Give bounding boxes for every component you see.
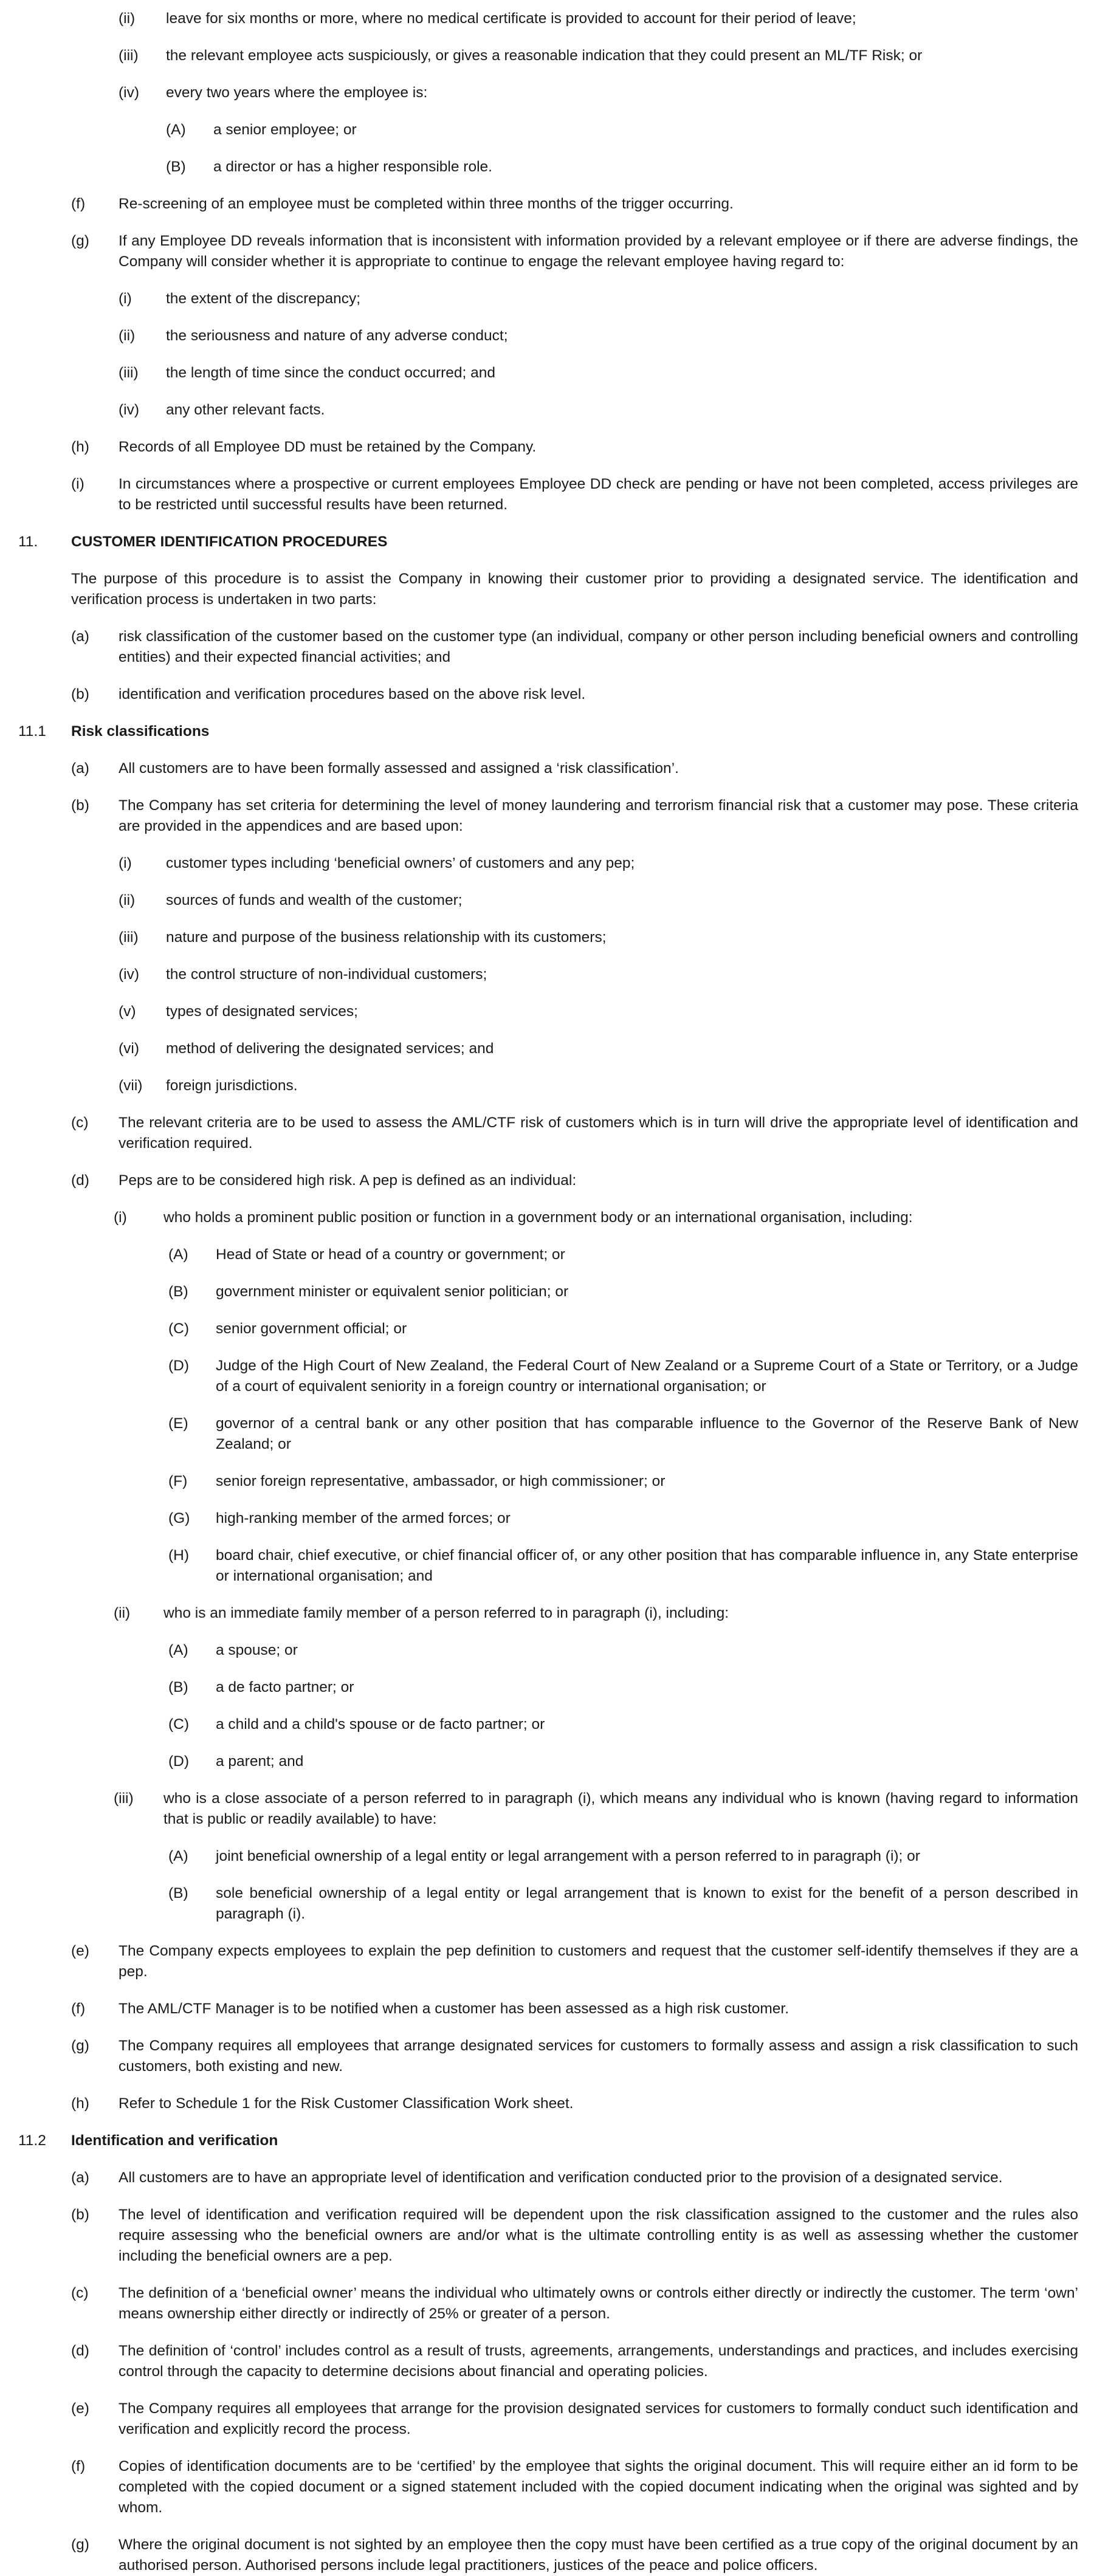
clause-label: (i) (114, 1209, 127, 1226)
clause-item (18, 1413, 1078, 1455)
clause-text: leave for six months or more, where no medical certificate is provided to account for their period of leave; (166, 10, 856, 27)
clause-label: (a) (71, 628, 89, 645)
clause-item (18, 1207, 1078, 1228)
clause-text: joint beneficial ownership of a legal entity or legal arrangement with a person referred to in paragraph (i); or (216, 1848, 920, 1864)
clause-item (18, 326, 1078, 346)
clause-text: senior government official; or (216, 1321, 407, 1337)
clause-item (18, 1508, 1078, 1529)
clause-label: (b) (71, 686, 89, 702)
clause-item (18, 964, 1078, 985)
clause-label: (A) (168, 1848, 188, 1864)
clause-text: a child and a child's spouse or de facto partner; or (216, 1716, 545, 1733)
clause-text: board chair, chief executive, or chief financial officer of, or any other position that has comparable influence in, any State enterprise or international organisation; and (216, 1547, 1078, 1584)
clause-text: The Company expects employees to explain the pep definition to customers and request that the customer self-identify themselves if they are a pep. (119, 1943, 1078, 1980)
clause-text: Head of State or head of a country or government; or (216, 1246, 565, 1263)
clause-text: any other relevant facts. (166, 402, 325, 418)
clause-label: (b) (71, 2207, 89, 2223)
clause-text: customer types including ‘beneficial owners’ of customers and any pep; (166, 855, 635, 871)
clause-label: (H) (168, 1547, 190, 1564)
clause-text: method of delivering the designated services; and (166, 1040, 494, 1057)
clause-text: Risk classifications (71, 723, 210, 740)
clause-item (18, 2341, 1078, 2382)
clause-label: (B) (168, 1885, 188, 1901)
clause-text: a de facto partner; or (216, 1679, 354, 1695)
clause-item (18, 437, 1078, 458)
clause-item (18, 1714, 1078, 1735)
clause-item (18, 795, 1078, 837)
clause-text: high-ranking member of the armed forces; or (216, 1510, 511, 1527)
clause-label: (iii) (119, 929, 139, 946)
clause-item (18, 1113, 1078, 1154)
clause-text: The AML/CTF Manager is to be notified when a customer has been assessed as a high risk customer. (119, 2001, 790, 2017)
clause-label: (ii) (119, 10, 136, 27)
clause-text: Records of all Employee DD must be retained by the Company. (119, 439, 537, 455)
clause-item (18, 890, 1078, 911)
clause-item (18, 758, 1078, 779)
clause-text: a parent; and (216, 1753, 304, 1770)
clause-text: Peps are to be considered high risk. A pep is defined as an individual: (119, 1172, 577, 1189)
clause-label: (ii) (114, 1605, 131, 1621)
clause-label: (g) (71, 2537, 89, 2553)
clause-label: (E) (168, 1415, 188, 1432)
clause-label: (vi) (119, 1040, 140, 1057)
clause-item (18, 83, 1078, 103)
clause-item (18, 1282, 1078, 1302)
clause-label: (h) (71, 2095, 89, 2112)
clause-item (18, 1545, 1078, 1587)
clause-label: (i) (119, 855, 132, 871)
clause-text: sole beneficial ownership of a legal entity or legal arrangement that is known to exist for the benefit of a person described in paragraph (i). (216, 1885, 1078, 1922)
clause-label: (f) (71, 196, 86, 212)
clause-item (18, 627, 1078, 668)
clause-text: The definition of a ‘beneficial owner’ means the individual who ultimately owns or controls either directly or indirectly the customer. The term ‘own’ means ownership either directly or indirectly of 25% or greater of a person. (119, 2285, 1078, 2322)
clause-item (18, 1941, 1078, 1982)
clause-label: (f) (71, 2458, 86, 2475)
clause-text: The Company requires all employees that arrange designated services for customers to formally assess and assign a risk classification to such customers, both existing and new. (119, 2038, 1078, 2075)
clause-label: 11.2 (18, 2132, 46, 2149)
clause-item (18, 853, 1078, 874)
clause-text: risk classification of the customer based on the customer type (an individual, company or other person including beneficial owners and controlling entities) and their expected financial activities; and (119, 628, 1078, 665)
clause-label: (C) (168, 1321, 190, 1337)
clause-label: (ii) (119, 328, 136, 344)
clause-item (18, 1319, 1078, 1339)
clause-item (18, 46, 1078, 66)
clause-item (18, 2456, 1078, 2518)
section-heading (18, 721, 1078, 742)
clause-label: (C) (168, 1716, 190, 1733)
clause-label: (d) (71, 1172, 89, 1189)
clause-label: (b) (71, 797, 89, 814)
clause-label: (vii) (119, 1077, 143, 1094)
clause-item (18, 474, 1078, 515)
clause-label: (e) (71, 2400, 89, 2417)
clause-text: the seriousness and nature of any adverse conduct; (166, 328, 508, 344)
clause-item (18, 289, 1078, 309)
clause-label: (A) (168, 1642, 188, 1658)
body-paragraph (18, 569, 1078, 610)
clause-item (18, 9, 1078, 29)
clause-item (18, 1001, 1078, 1022)
clause-item (18, 1245, 1078, 1265)
clause-item (18, 927, 1078, 948)
clause-label: (f) (71, 2001, 86, 2017)
clause-item (18, 157, 1078, 177)
clause-item (18, 1883, 1078, 1925)
clause-text: The level of identification and verification required will be dependent upon the risk classification assigned to the customer and the rules also require assessing who the beneficial owners are and/or what is the ultimate controlling entity is as well as assessing whether the customer including the beneficial owners are a pep. (119, 2207, 1078, 2264)
clause-label: (B) (168, 1679, 188, 1695)
clause-label: (v) (119, 1003, 136, 1020)
clause-text: who is a close associate of a person referred to in paragraph (i), which means any individual who is known (having regard to information that is public or readily available) to have: (163, 1790, 1078, 1827)
clause-text: The Company has set criteria for determining the level of money laundering and terrorism financial risk that a customer may pose. These criteria are provided in the appendices and are based upon: (119, 797, 1078, 834)
clause-text: a director or has a higher responsible role. (213, 159, 492, 175)
clause-label: (g) (71, 2038, 89, 2054)
clause-item (18, 2205, 1078, 2267)
clause-text: Re-screening of an employee must be completed within three months of the trigger occurring. (119, 196, 734, 212)
clause-item (18, 2283, 1078, 2324)
clause-item (18, 1356, 1078, 1397)
clause-text: a spouse; or (216, 1642, 298, 1658)
clause-label: (a) (71, 760, 89, 777)
clause-item (18, 1170, 1078, 1191)
clause-text: every two years where the employee is: (166, 84, 428, 101)
clause-item (18, 1640, 1078, 1661)
section-heading (18, 2131, 1078, 2151)
clause-item (18, 1788, 1078, 1830)
section-heading (18, 532, 1078, 552)
clause-text: All customers are to have an appropriate level of identification and verification conducted prior to the provision of a designated service. (119, 2169, 1003, 2186)
clause-label: (F) (168, 1473, 188, 1489)
clause-label: (A) (168, 1246, 188, 1263)
clause-text: In circumstances where a prospective or current employees Employee DD check are pending or have not been completed, access privileges are to be restricted until successful results have been returned. (119, 476, 1078, 513)
clause-text: Where the original document is not sighted by an employee then the copy must have been certified as a true copy of the original document by an authorised person. Authorised persons include legal practitioners, justices of the peace and police officers. (119, 2537, 1078, 2574)
clause-item (18, 2399, 1078, 2440)
clause-text: government minister or equivalent senior politician; or (216, 1283, 569, 1300)
clause-label: (B) (166, 159, 186, 175)
clause-item (18, 2036, 1078, 2077)
clause-item (18, 1603, 1078, 1624)
clause-item (18, 1677, 1078, 1698)
clause-label: (A) (166, 122, 186, 138)
clause-label: (e) (71, 1943, 89, 1959)
clause-label: (iv) (119, 966, 140, 983)
clause-label: (B) (168, 1283, 188, 1300)
clause-text: who holds a prominent public position or function in a government body or an international organisation, including: (163, 1209, 913, 1226)
clause-text: the control structure of non-individual customers; (166, 966, 487, 983)
clause-text: The definition of ‘control’ includes control as a result of trusts, agreements, arrangements, understandings and practices, and includes exercising control through the capacity to determine decisions about financial and operating policies. (119, 2343, 1078, 2380)
clause-label: 11. (18, 534, 38, 550)
clause-text: who is an immediate family member of a person referred to in paragraph (i), including: (163, 1605, 729, 1621)
clause-text: Refer to Schedule 1 for the Risk Customer Classification Work sheet. (119, 2095, 574, 2112)
clause-item (18, 1846, 1078, 1867)
clause-item (18, 400, 1078, 421)
clause-text: nature and purpose of the business relationship with its customers; (166, 929, 607, 946)
clause-label: (iii) (114, 1790, 134, 1807)
clause-text: senior foreign representative, ambassador, or high commissioner; or (216, 1473, 666, 1489)
clause-text: If any Employee DD reveals information that is inconsistent with information provided by a relevant employee or if there are adverse findings, the Company will consider whether it is appropriate to continue to engage the relevant employee having regard to: (119, 233, 1078, 270)
clause-text: CUSTOMER IDENTIFICATION PROCEDURES (71, 534, 388, 550)
clause-item (18, 2168, 1078, 2188)
clause-text: the extent of the discrepancy; (166, 290, 361, 307)
clause-text: The purpose of this procedure is to assist the Company in knowing their customer prior to providing a designated service. The identification and verification process is undertaken in two parts: (71, 571, 1078, 608)
clause-label: (iii) (119, 47, 139, 64)
clause-item (18, 2535, 1078, 2576)
clause-item (18, 363, 1078, 383)
clause-item (18, 2093, 1078, 2114)
clause-label: (D) (168, 1358, 190, 1374)
clause-item (18, 1999, 1078, 2019)
clause-item (18, 231, 1078, 272)
clause-label: 11.1 (18, 723, 46, 740)
clause-text: types of designated services; (166, 1003, 358, 1020)
clause-text: foreign jurisdictions. (166, 1077, 298, 1094)
clause-item (18, 1076, 1078, 1096)
clause-item (18, 1039, 1078, 1059)
clause-text: identification and verification procedures based on the above risk level. (119, 686, 586, 702)
clause-text: sources of funds and wealth of the customer; (166, 892, 463, 908)
clause-text: the length of time since the conduct occurred; and (166, 365, 496, 381)
clause-text: Judge of the High Court of New Zealand, the Federal Court of New Zealand or a Supreme Court of a State or Territory, or a Judge of a court of equivalent seniority in a foreign country or international organisation; or (216, 1358, 1078, 1395)
clause-item (18, 194, 1078, 215)
clause-text: the relevant employee acts suspiciously, or gives a reasonable indication that they could present an ML/TF Risk; or (166, 47, 923, 64)
clause-item (18, 1751, 1078, 1772)
clause-label: (i) (71, 476, 84, 492)
clause-label: (ii) (119, 892, 136, 908)
clause-text: governor of a central bank or any other position that has comparable influence to the Governor of the Reserve Bank of New Zealand; or (216, 1415, 1078, 1452)
clause-label: (g) (71, 233, 89, 249)
clause-label: (c) (71, 1115, 89, 1131)
clause-text: The Company requires all employees that arrange for the provision designated services for customers to formally conduct such identification and verification and explicitly record the process. (119, 2400, 1078, 2437)
clause-label: (i) (119, 290, 132, 307)
clause-item (18, 1471, 1078, 1492)
clause-text: All customers are to have been formally assessed and assigned a ‘risk classification’. (119, 760, 679, 777)
clause-label: (c) (71, 2285, 89, 2301)
clause-item (18, 684, 1078, 705)
clause-label: (iii) (119, 365, 139, 381)
clause-text: a senior employee; or (213, 122, 357, 138)
clause-text: Copies of identification documents are to be ‘certified’ by the employee that sights the original document. This will require either an id form to be completed with the copied document or a signed statement included with the copied document indicating when the original was sighted and by whom. (119, 2458, 1078, 2516)
clause-label: (G) (168, 1510, 190, 1527)
clause-label: (D) (168, 1753, 190, 1770)
clause-item (18, 120, 1078, 140)
clause-text: Identification and verification (71, 2132, 278, 2149)
clause-label: (iv) (119, 84, 140, 101)
clause-label: (iv) (119, 402, 140, 418)
clause-label: (h) (71, 439, 89, 455)
clause-label: (d) (71, 2343, 89, 2359)
clause-text: The relevant criteria are to be used to assess the AML/CTF risk of customers which is in turn will drive the appropriate level of identification and verification required. (119, 1115, 1078, 1152)
clause-label: (a) (71, 2169, 89, 2186)
